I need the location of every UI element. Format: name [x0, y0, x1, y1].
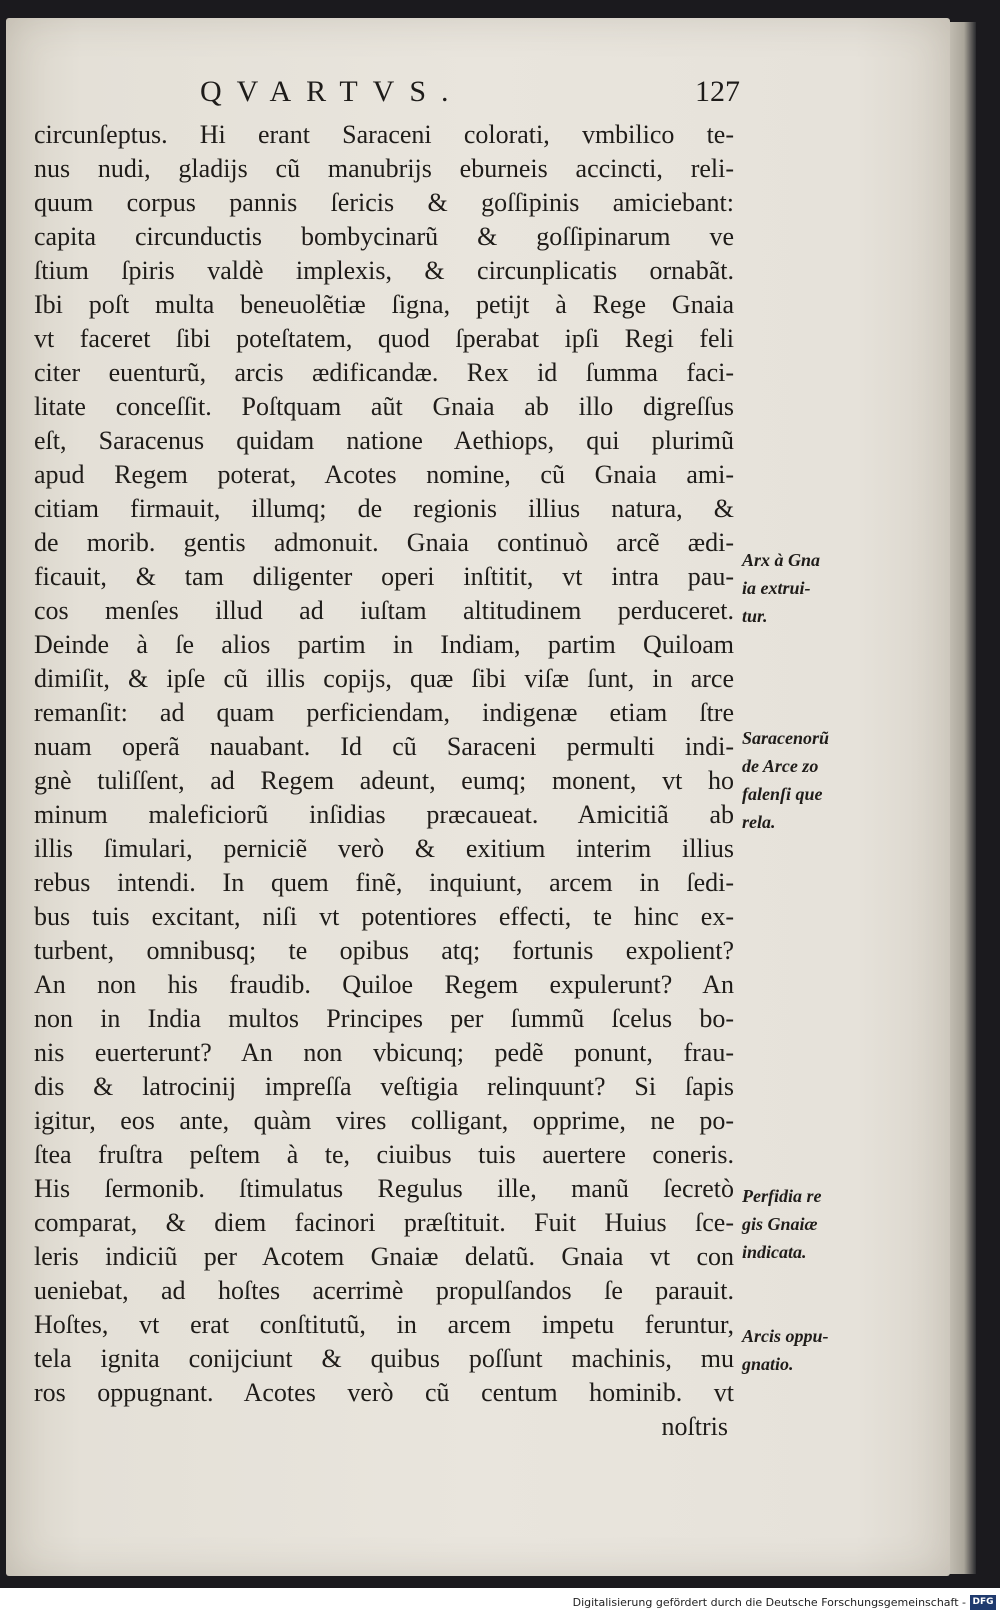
margin-note-line: gis Gnaiæ	[742, 1214, 818, 1234]
text-line: turbent, omnibusq; te opibus atq; fortunis expolient?	[34, 936, 734, 965]
margin-note-line: indicata.	[742, 1242, 807, 1262]
margin-note-line: rela.	[742, 812, 776, 832]
margin-note-line: falenſi que	[742, 784, 823, 804]
margin-note-2	[742, 724, 852, 836]
text-line: leris indiciũ per Acotem Gnaiæ delatũ. Gnaia vt con	[34, 1242, 734, 1271]
text-line: cos menſes illud ad iuſtam altitudinem perduceret.	[34, 596, 734, 625]
funding-credit: Digitalisierung gefördert durch die Deutsche Forschungsgemeinschaft -	[572, 1596, 966, 1609]
margin-note-line: Arx à Gna	[742, 550, 821, 570]
text-line: vt faceret ſibi poteſtatem, quod ſperabat ipſi Regi feli	[34, 324, 734, 353]
text-line: de morib. gentis admonuit. Gnaia continuò arcẽ ædi-	[34, 528, 734, 557]
dfg-logo: DFG	[970, 1595, 996, 1610]
text-line: rebus intendi. In quem finẽ, inquiunt, arcem in ſedi-	[34, 868, 734, 897]
text-line: igitur, eos ante, quàm vires colligant, opprime, ne po-	[34, 1106, 734, 1135]
text-line: gnè tuliſſent, ad Regem adeunt, eumq; monent, vt ho	[34, 766, 734, 795]
footer-bar	[0, 1588, 1000, 1621]
text-line: non in India multos Principes per ſummũ ſcelus bo-	[34, 1004, 734, 1033]
running-head: QVARTVS.	[200, 75, 464, 108]
margin-note-1	[742, 546, 852, 630]
margin-note-line: Arcis oppu-	[742, 1326, 829, 1346]
text-line: minum maleficiorũ inſidias præcaueat. Amicitiã ab	[34, 800, 734, 829]
text-line: comparat, & diem facinori præſtituit. Fuit Huius ſce-	[34, 1208, 734, 1237]
text-line: ueniebat, ad hoſtes acerrimè propulſandos ſe parauit.	[34, 1276, 734, 1305]
text-line: nis euerterunt? An non vbicunq; pedẽ ponunt, frau-	[34, 1038, 734, 1067]
text-line: remanſit: ad quam perficiendam, indigenæ etiam ſtre	[34, 698, 734, 727]
margin-note-line: gnatio.	[742, 1354, 794, 1374]
text-line: Deinde à ſe alios partim in Indiam, partim Quiloam	[34, 630, 734, 659]
margin-note-line: ia extrui-	[742, 578, 811, 598]
text-line: litate conceſſit. Poſtquam aũt Gnaia ab illo digreſſus	[34, 392, 734, 421]
text-line: nus nudi, gladijs cũ manubrijs eburneis accincti, reli-	[34, 154, 734, 183]
text-line: citer euenturũ, arcis ædificandæ. Rex id ſumma faci-	[34, 358, 734, 387]
text-line: eſt, Saracenus quidam natione Aethiops, qui plurimũ	[34, 426, 734, 455]
margin-note-3	[742, 1182, 852, 1266]
text-line: ros oppugnant. Acotes verò cũ centum hominib. vt	[34, 1378, 734, 1407]
page-header	[200, 70, 740, 114]
text-line: apud Regem poterat, Acotes nomine, cũ Gnaia ami-	[34, 460, 734, 489]
margin-note-line: tur.	[742, 606, 768, 626]
text-line: circunſeptus. Hi erant Saraceni colorati, vmbilico te-	[34, 120, 734, 149]
text-line: dis & latrocinij impreſſa veſtigia relinquunt? Si ſapis	[34, 1072, 734, 1101]
text-line: citiam firmauit, illumq; de regionis illius natura, &	[34, 494, 734, 523]
text-line: illis ſimulari, perniciẽ verò & exitium interim illius	[34, 834, 734, 863]
body-text	[34, 118, 734, 1444]
text-line: His ſermonib. ſtimulatus Regulus ille, manũ ſecretò	[34, 1174, 734, 1203]
text-line: dimiſit, & ipſe cũ illis copijs, quæ ſibi viſæ ſunt, in arce	[34, 664, 734, 693]
text-line: Hoſtes, vt erat conſtitutũ, in arcem impetu feruntur,	[34, 1310, 734, 1339]
margin-note-4	[742, 1322, 852, 1378]
text-line: ſtium ſpiris valdè implexis, & circunplicatis ornabãt.	[34, 256, 734, 285]
text-line: ſtea fruſtra peſtem à te, ciuibus tuis auertere coneris.	[34, 1140, 734, 1169]
page-number: 127	[695, 75, 740, 108]
text-line: nuam operã nauabant. Id cũ Saraceni permulti indi-	[34, 732, 734, 761]
margin-note-line: Saracenorũ	[742, 728, 830, 748]
margin-note-line: de Arce zo	[742, 756, 819, 776]
text-line: noſtris	[661, 1412, 728, 1441]
text-line: Ibi poſt multa beneuolẽtiæ ſigna, petijt à Rege Gnaia	[34, 290, 734, 319]
text-line: capita circunductis bombycinarũ & goſſipinarum ve	[34, 222, 734, 251]
text-line: An non his fraudib. Quiloe Regem expulerunt? An	[34, 970, 734, 999]
text-line: quum corpus pannis ſericis & goſſipinis amiciebant:	[34, 188, 734, 217]
margin-note-line: Perfidia re	[742, 1186, 822, 1206]
text-line: tela ignita conijciunt & quibus poſſunt machinis, mu	[34, 1344, 734, 1373]
text-line: ficauit, & tam diligenter operi inſtitit, vt intra pau-	[34, 562, 734, 591]
page-edge	[946, 22, 976, 1574]
text-line: bus tuis excitant, niſi vt potentiores effecti, te hinc ex-	[34, 902, 734, 931]
